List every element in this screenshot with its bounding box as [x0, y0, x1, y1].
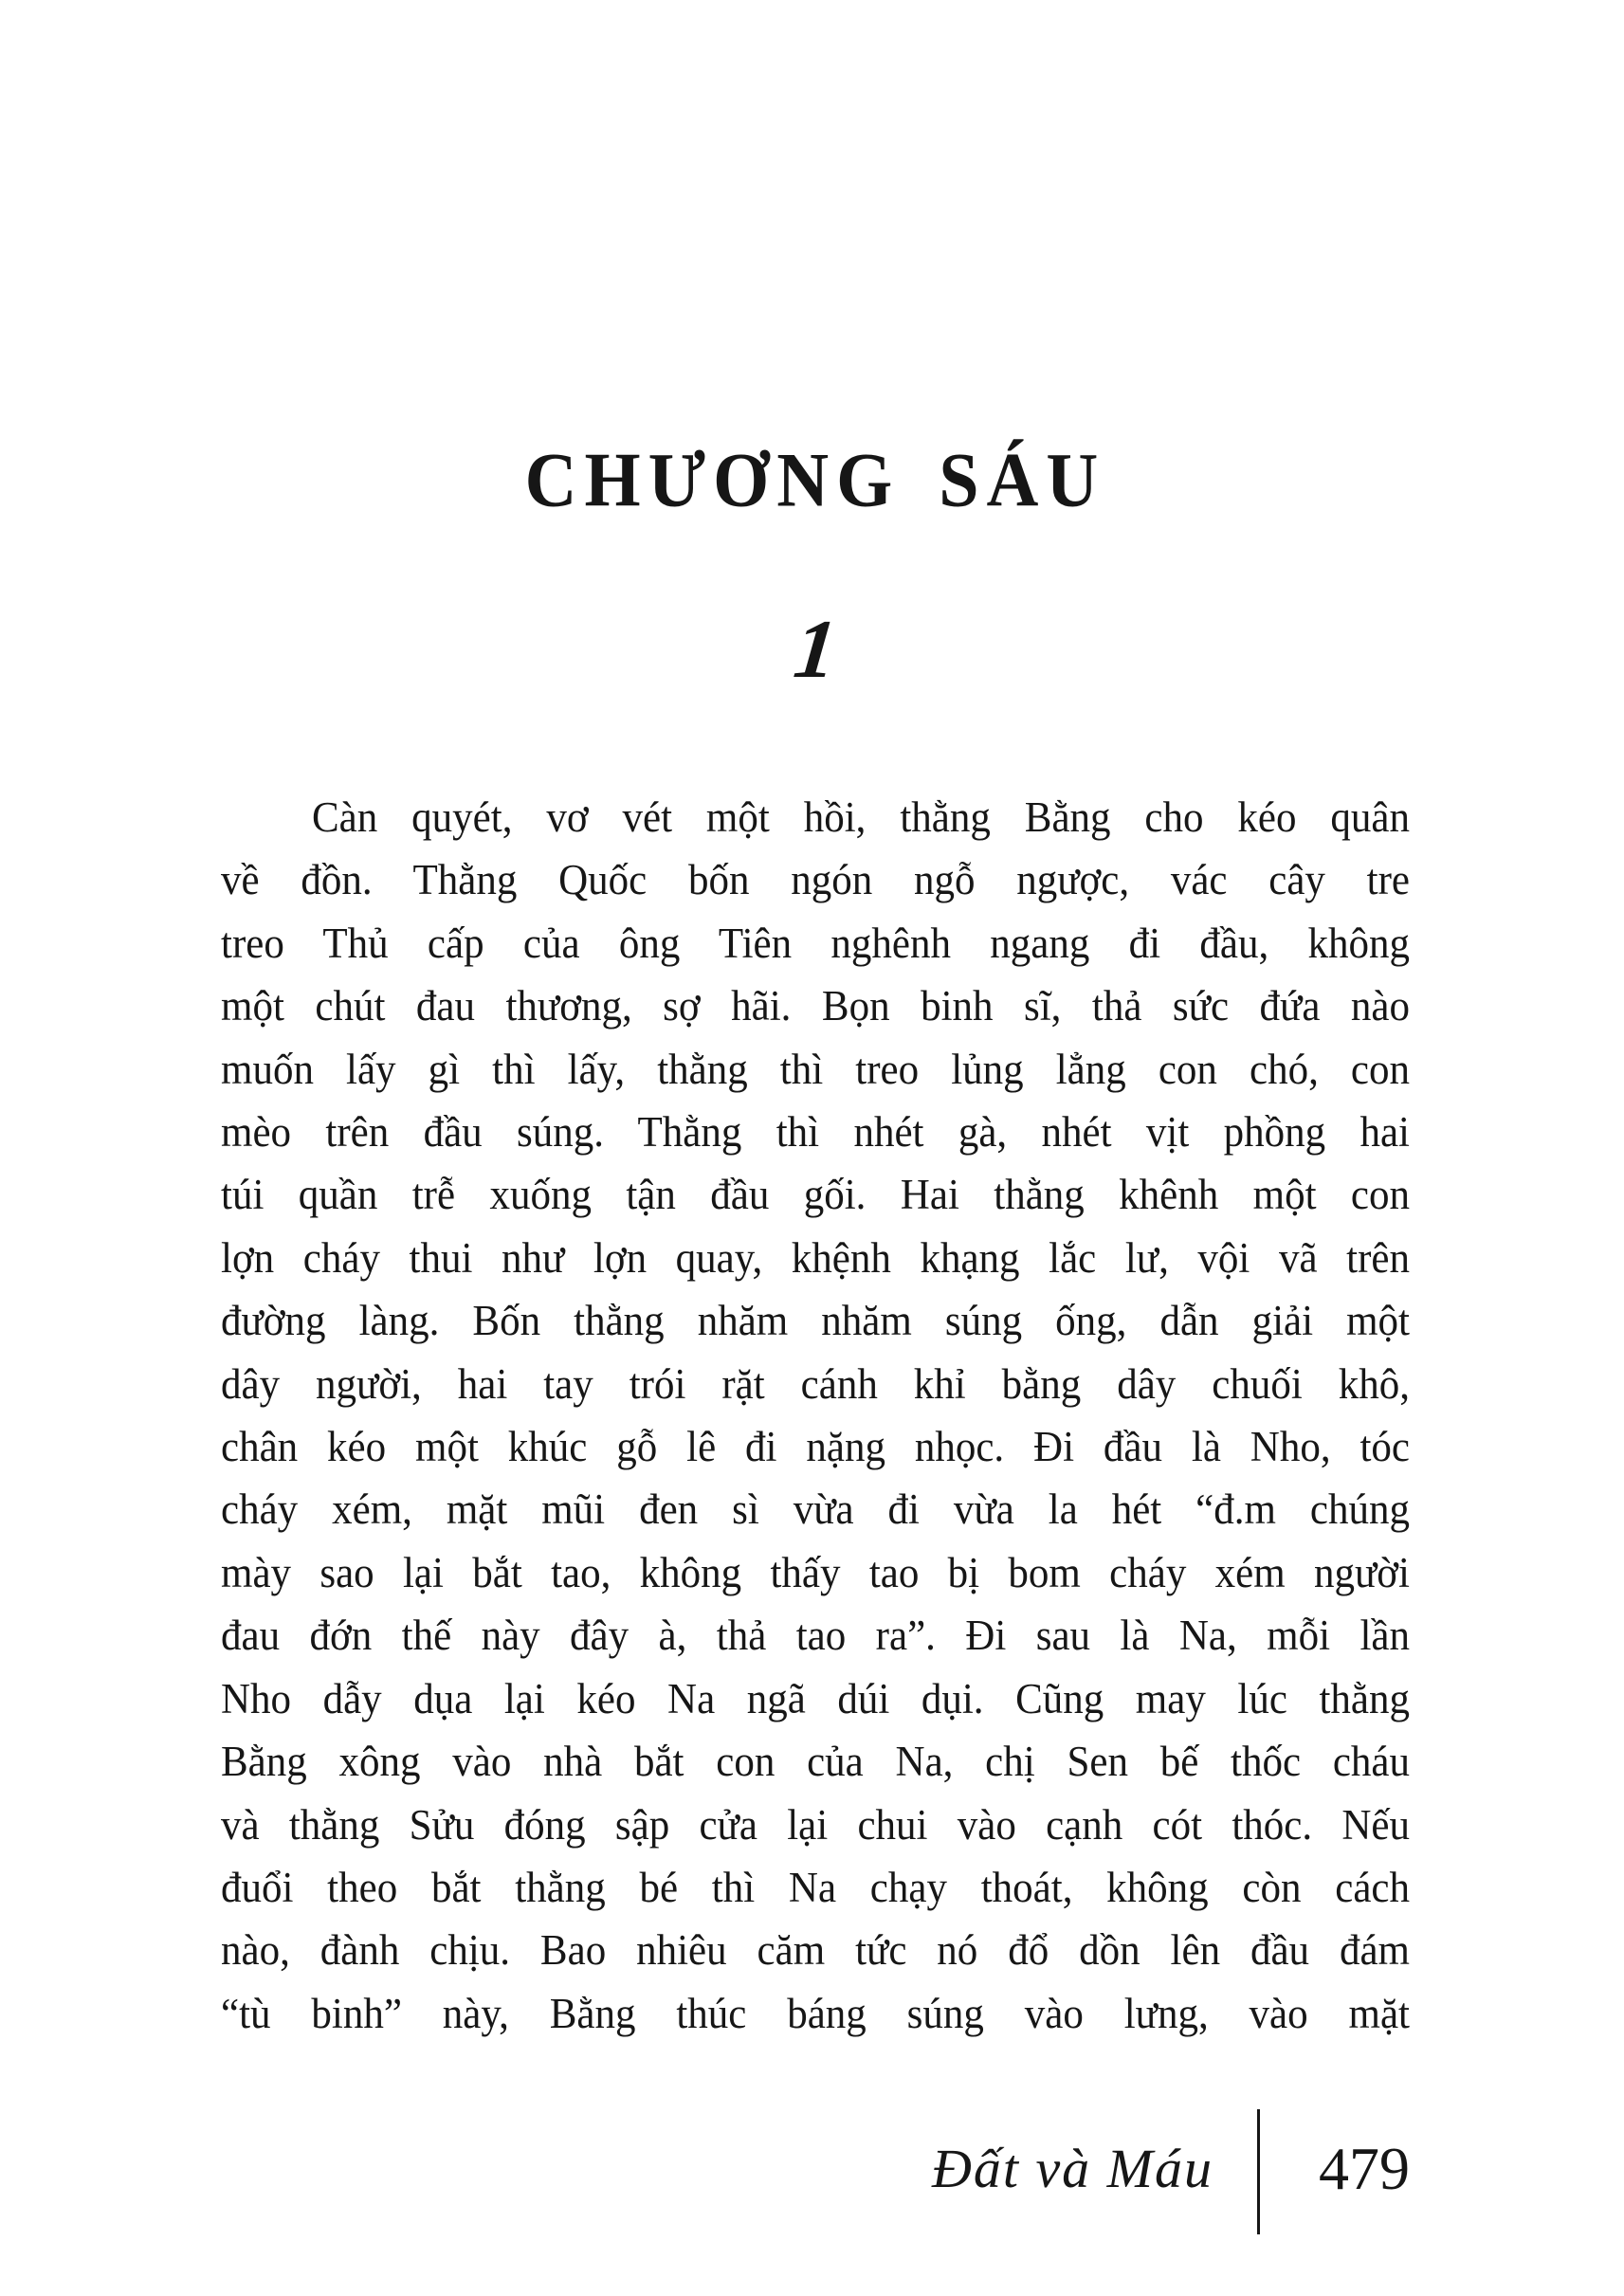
- text-line: về đồn. Thằng Quốc bốn ngón ngỗ ngược, vác cây tre: [221, 856, 1410, 904]
- text-line: mèo trên đầu súng. Thằng thì nhét gà, nhét vịt phồng hai: [221, 1108, 1410, 1157]
- text-line: “tù binh” này, Bằng thúc báng súng vào lưng, vào mặt: [221, 1990, 1410, 2038]
- text-line: và thằng Sửu đóng sập cửa lại chui vào cạnh cót thóc. Nếu: [221, 1801, 1410, 1849]
- text-line: treo Thủ cấp của ông Tiên nghênh ngang đi đầu, không: [221, 920, 1410, 968]
- footer-divider: [1257, 2109, 1260, 2234]
- book-title: Đất và Máu: [931, 2137, 1213, 2199]
- page-number: 479: [1319, 2135, 1410, 2202]
- text-line: lợn cháy thui như lợn quay, khệnh khạng lắc lư, vội vã trên: [221, 1234, 1410, 1283]
- text-line: muốn lấy gì thì lấy, thằng thì treo lủng lẳng con chó, con: [221, 1046, 1410, 1093]
- text-line: chân kéo một khúc gỗ lê đi nặng nhọc. Đi đầu là Nho, tóc: [221, 1423, 1410, 1471]
- text-line: đau đớn thế này đây à, thả tao ra”. Đi sau là Na, mỗi lần: [221, 1612, 1410, 1660]
- chapter-title: CHƯƠNG SÁU: [524, 436, 1106, 523]
- text-line: cháy xém, mặt mũi đen sì vừa đi vừa la hét “đ.m chúng: [221, 1486, 1410, 1534]
- text-line: Bằng xông vào nhà bắt con của Na, chị Sen bế thốc cháu: [221, 1738, 1410, 1786]
- text-line: nào, đành chịu. Bao nhiêu căm tức nó đổ dồn lên đầu đám: [221, 1926, 1410, 1975]
- text-line: đuổi theo bắt thằng bé thì Na chạy thoát, không còn cách: [221, 1864, 1410, 1912]
- text-line: mày sao lại bắt tao, không thấy tao bị bom cháy xém người: [221, 1549, 1410, 1597]
- text-line: một chút đau thương, sợ hãi. Bọn binh sĩ, thả sức đứa nào: [221, 982, 1410, 1030]
- body-text: [221, 787, 1410, 2046]
- page-footer: [221, 2109, 1410, 2234]
- text-line: dây người, hai tay trói rặt cánh khỉ bằng dây chuối khô,: [221, 1360, 1410, 1409]
- text-line: Càn quyét, vơ vét một hồi, thằng Bằng cho kéo quân: [312, 793, 1410, 842]
- section-number: 1: [789, 604, 842, 696]
- text-line: đường làng. Bốn thằng nhăm nhăm súng ống, dẫn giải một: [221, 1297, 1410, 1345]
- text-line: túi quần trễ xuống tận đầu gối. Hai thằng khênh một con: [221, 1171, 1410, 1219]
- text-line: Nho dẫy dụa lại kéo Na ngã dúi dụi. Cũng may lúc thằng: [221, 1675, 1410, 1723]
